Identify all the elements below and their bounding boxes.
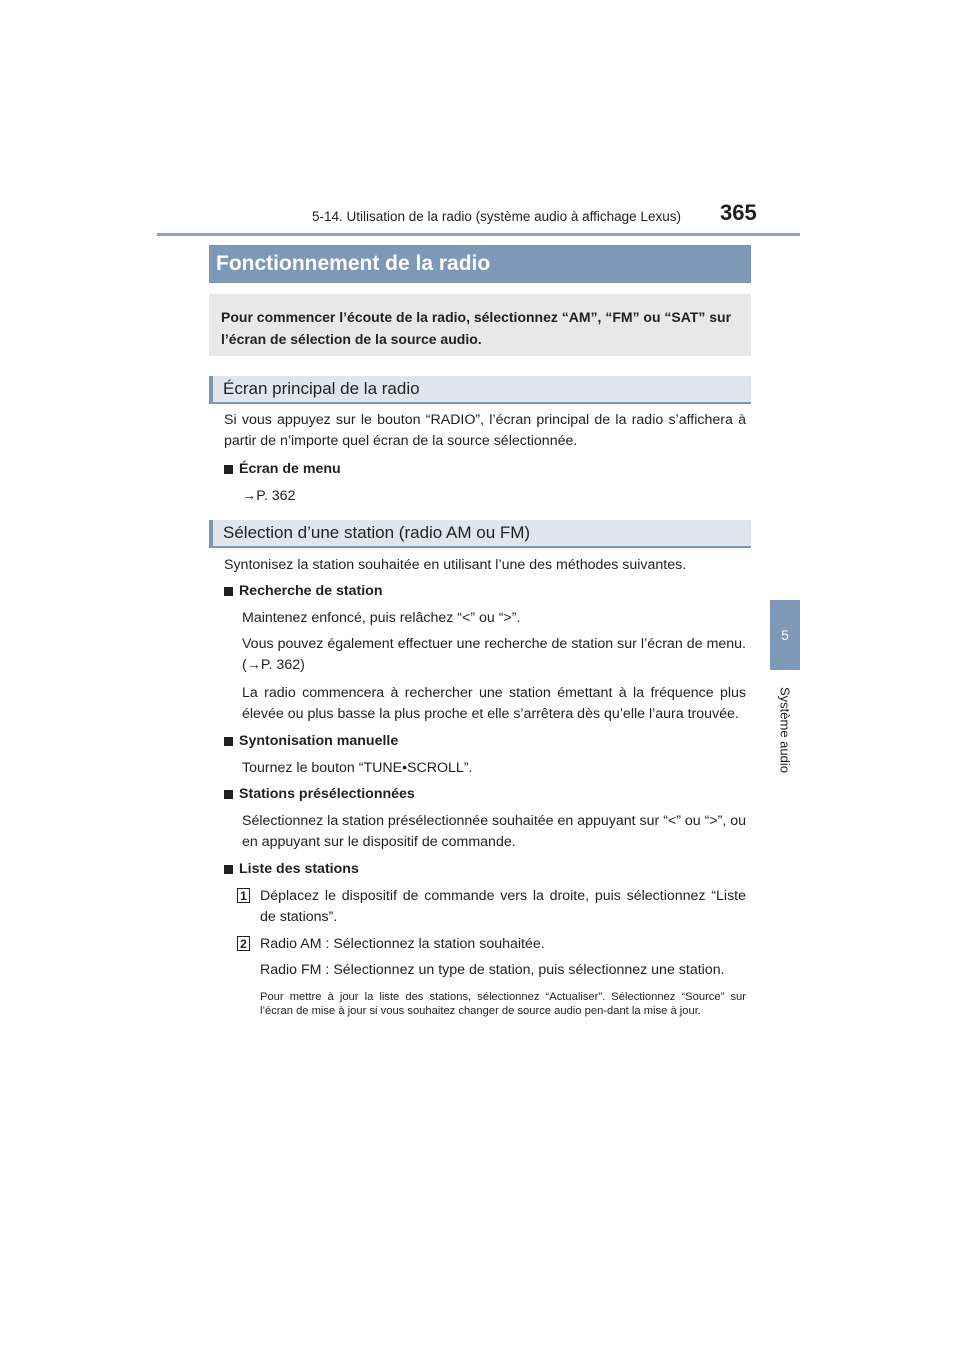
station-list-step2b: Radio FM : Sélectionnez un type de station, puis sélectionnez une station. bbox=[260, 962, 725, 978]
station-list-step2a: Radio AM : Sélectionnez la station souhaitée. bbox=[260, 936, 545, 952]
running-header: 5-14. Utilisation de la radio (système audio à affichage Lexus) bbox=[312, 209, 681, 224]
station-search-line1: Maintenez enfoncé, puis relâchez “<” ou “>”. bbox=[242, 610, 521, 626]
station-list-step1: Déplacez le dispositif de commande vers la droite, puis sélectionnez “Liste de stations”. bbox=[260, 888, 746, 925]
step-number-1: 1 bbox=[237, 888, 250, 903]
manual-tuning-label: Syntonisation manuelle bbox=[239, 733, 399, 749]
preset-stations-line1: Sélectionnez la station présélectionnée souhaitée en appuyant sur “<” ou “>”, ou en appuyant sur le dispositif de commande. bbox=[242, 813, 746, 850]
station-list-heading bbox=[224, 861, 359, 877]
chapter-tab bbox=[770, 600, 800, 670]
menu-screen-heading bbox=[224, 461, 341, 477]
station-list-note: Pour mettre à jour la liste des stations, sélectionnez “Actualiser”. Sélectionnez “Source” sur l’écran de mise à jour si vous souhaitez changer de source audio pen-dant la mise à jour. bbox=[260, 991, 746, 1017]
step-number-2: 2 bbox=[237, 936, 250, 951]
menu-screen-ref: →P. 362 bbox=[242, 488, 296, 504]
section-heading-station-select: Sélection d’une station (radio AM ou FM) bbox=[209, 520, 751, 548]
section2-body: Syntonisez la station souhaitée en utilisant l’une des méthodes suivantes. bbox=[224, 557, 687, 573]
station-list-label: Liste des stations bbox=[239, 861, 359, 877]
station-search-heading bbox=[224, 583, 383, 599]
section-heading-main-screen: Écran principal de la radio bbox=[209, 376, 751, 404]
chapter-label: Système audio bbox=[777, 687, 793, 773]
bullet-square-icon bbox=[224, 465, 233, 474]
manual-tuning-line1: Tournez le bouton “TUNE•SCROLL”. bbox=[242, 760, 473, 776]
bullet-square-icon bbox=[224, 790, 233, 799]
intro-box: Pour commencer l’écoute de la radio, sélectionnez “AM”, “FM” ou “SAT” sur l’écran de sélection de la source audio. bbox=[209, 294, 751, 356]
header-rule bbox=[157, 233, 800, 236]
menu-screen-label: Écran de menu bbox=[239, 461, 341, 477]
bullet-square-icon bbox=[224, 737, 233, 746]
station-search-label: Recherche de station bbox=[239, 583, 383, 599]
page-number: 365 bbox=[720, 200, 757, 225]
preset-stations-label: Stations présélectionnées bbox=[239, 786, 415, 802]
bullet-square-icon bbox=[224, 865, 233, 874]
station-search-line3: La radio commencera à rechercher une station émettant à la fréquence plus élevée ou plus basse la plus proche et elle s’arrêtera dès qu’elle l’aura trouvée. bbox=[242, 685, 746, 722]
chapter-number: 5 bbox=[781, 627, 789, 643]
manual-tuning-heading bbox=[224, 733, 398, 749]
bullet-square-icon bbox=[224, 587, 233, 596]
page-title: Fonctionnement de la radio bbox=[209, 245, 751, 283]
section1-body: Si vous appuyez sur le bouton “RADIO”, l’écran principal de la radio s’affichera à partir de n’importe quel écran de la source sélectionnée. bbox=[224, 412, 746, 449]
preset-stations-heading bbox=[224, 786, 415, 802]
station-search-line2: Vous pouvez également effectuer une recherche de station sur l’écran de menu. (→P. 362) bbox=[242, 636, 746, 673]
